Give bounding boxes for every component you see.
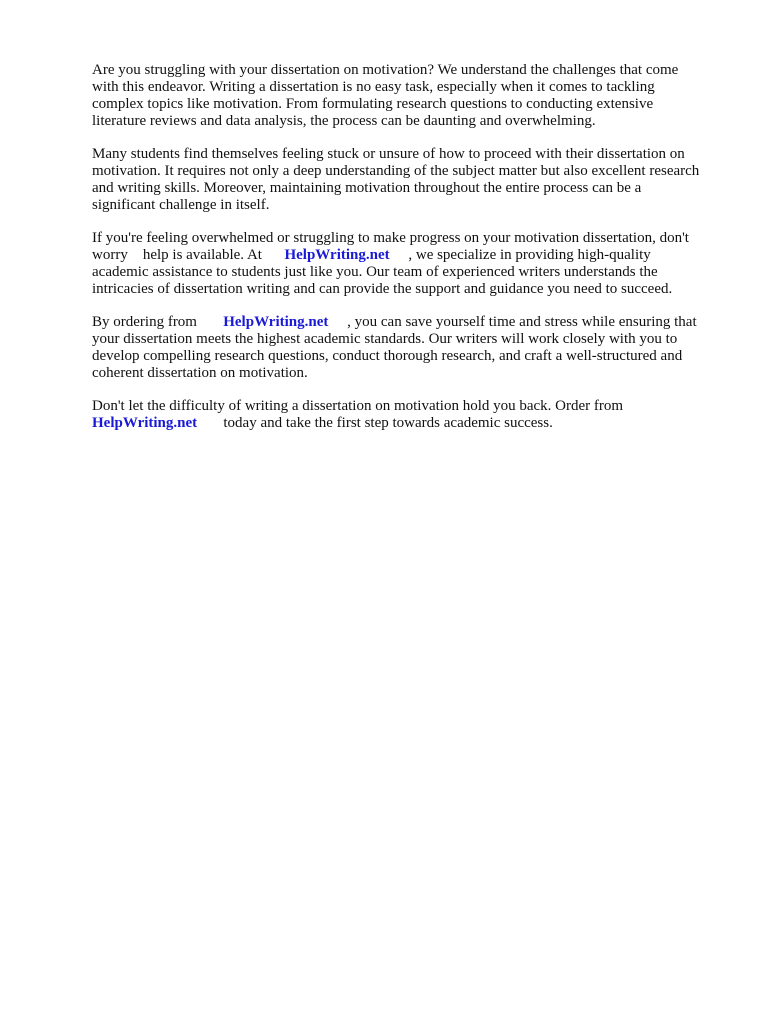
paragraph-1-line-3: complex topics like motivation. From formulating research questions to conducting extensive bbox=[92, 96, 654, 112]
paragraph-4-line-4: coherent dissertation on motivation. bbox=[92, 365, 308, 381]
paragraph-5-line-2 bbox=[92, 415, 553, 432]
helpwriting-link-3[interactable]: HelpWriting.net bbox=[92, 415, 198, 431]
paragraph-3-text-after-link: , we specialize in providing high-quality bbox=[389, 247, 651, 263]
paragraph-4-text-after-link: , you can save yourself time and stress while ensuring that bbox=[328, 314, 697, 330]
paragraph-2-line-4: significant challenge in itself. bbox=[92, 197, 270, 213]
paragraph-4-text-before-link: By ordering from bbox=[92, 314, 224, 330]
paragraph-2-line-1: Many students find themselves feeling stuck or unsure of how to proceed with their dissertation on bbox=[92, 146, 685, 162]
paragraph-2-line-3: and writing skills. Moreover, maintaining motivation throughout the entire process can be a bbox=[92, 180, 642, 196]
paragraph-1-line-4: literature reviews and data analysis, the process can be daunting and overwhelming. bbox=[92, 113, 596, 129]
helpwriting-link-1[interactable]: HelpWriting.net bbox=[284, 247, 390, 263]
paragraph-2-line-2: motivation. It requires not only a deep understanding of the subject matter but also excellent research bbox=[92, 163, 700, 179]
paragraph-1-line-1: Are you struggling with your dissertation on motivation? We understand the challenges that come bbox=[92, 62, 679, 78]
paragraph-4-line-2: your dissertation meets the highest academic standards. Our writers will work closely with you to bbox=[92, 331, 678, 347]
paragraph-3-text-before-link: worry help is available. At bbox=[92, 247, 285, 263]
paragraph-3-line-1: If you're feeling overwhelmed or struggling to make progress on your motivation dissertation, don't bbox=[92, 230, 689, 246]
paragraph-3-line-3: academic assistance to students just like you. Our team of experienced writers understands the bbox=[92, 264, 658, 280]
paragraph-4-line-1 bbox=[92, 314, 697, 331]
helpwriting-link-2[interactable]: HelpWriting.net bbox=[223, 314, 329, 330]
paragraph-5-text-after-link: today and take the first step towards academic success. bbox=[197, 415, 553, 431]
paragraph-3-line-4: intricacies of dissertation writing and can provide the support and guidance you need to succeed. bbox=[92, 281, 673, 297]
paragraph-4-line-3: develop compelling research questions, conduct thorough research, and craft a well-structured and bbox=[92, 348, 683, 364]
paragraph-5-line-1: Don't let the difficulty of writing a dissertation on motivation hold you back. Order from bbox=[92, 398, 624, 414]
paragraph-3-line-2 bbox=[92, 247, 651, 264]
paragraph-1-line-2: with this endeavor. Writing a dissertation is no easy task, especially when it comes to tackling bbox=[92, 79, 655, 95]
